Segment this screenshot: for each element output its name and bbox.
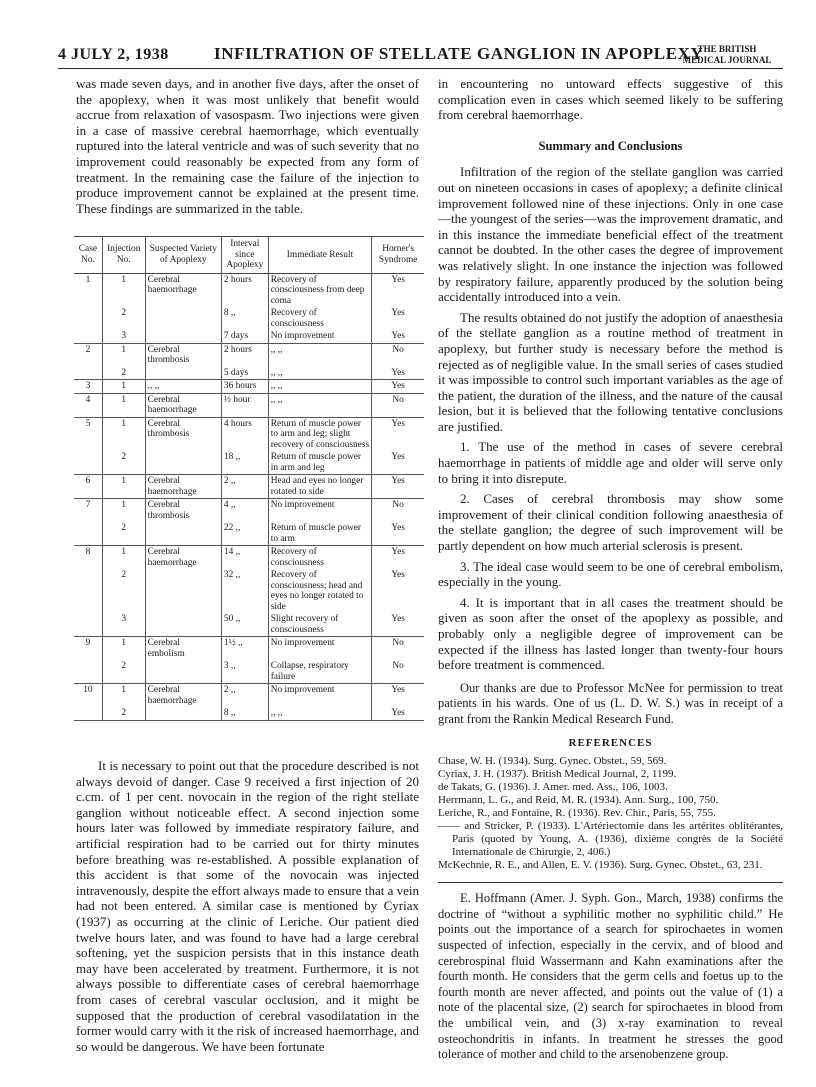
table-cell-inj: 2: [102, 707, 145, 720]
table-cell-horner: Yes: [372, 380, 424, 394]
table-row: [74, 546, 424, 570]
table-cell-interval: 8 ,,: [221, 707, 268, 720]
table-cell-horner: Yes: [372, 569, 424, 613]
table-row: [74, 343, 424, 367]
table-cell-interval: 7 days: [221, 330, 268, 343]
table-cell-case: [74, 307, 102, 330]
conclusion-3: 3. The ideal case would seem to be one of cerebral embolism, especially in the young.: [438, 558, 783, 590]
table-cell-case: 8: [85, 547, 91, 557]
reference-item: Cyriax, J. H. (1937). British Medical Journal, 2, 1199.: [438, 768, 677, 781]
table-row: [74, 660, 424, 684]
table-cell-case: 9: [85, 638, 91, 648]
table-cell-interval: 1½ ,,: [221, 637, 268, 661]
table-cell-horner: Yes: [372, 707, 424, 720]
table-cell-horner: Yes: [372, 417, 424, 451]
table-cell-inj: 1: [102, 343, 145, 367]
table-row: [74, 307, 424, 330]
table-cell-interval: 36 hours: [221, 380, 268, 394]
table-cell-inj: 2: [102, 660, 145, 684]
table-row: [74, 330, 424, 343]
table-cell-interval: 22 ,,: [221, 522, 268, 546]
table-cell-result: Return of muscle power to arm and leg; slight recovery of consciousness: [268, 417, 372, 451]
table-cell-inj: 2: [102, 367, 145, 380]
table-cell-variety: [145, 613, 221, 637]
table-row: [74, 451, 424, 475]
table-cell-horner: Yes: [372, 451, 424, 475]
table-cell-result: Return of muscle power to arm: [268, 522, 372, 546]
table-cell-inj: 1: [102, 637, 145, 661]
table-cell-inj: 1: [102, 546, 145, 570]
table-cell-result: Recovery of consciousness; head and eyes no longer rotated to side: [268, 569, 372, 613]
table-cell-interval: 4 hours: [221, 417, 268, 451]
table-cell-result: Slight recovery of consciousness: [268, 613, 372, 637]
table-cell-result: ,, ,,: [268, 393, 372, 417]
table-cell-interval: 4 ,,: [221, 499, 268, 523]
table-cell-interval: 32 ,,: [221, 569, 268, 613]
table-cell-inj: 1: [102, 475, 145, 499]
reference-item: —— and Stricker, P. (1933). L'Artériectomie dans les artérites oblitérantes, Paris (quoted by Young, A. (1936), dixième congrès de la Société Internationale de Chirurgie, 2, 406.): [438, 820, 783, 859]
table-cell-horner: Yes: [372, 613, 424, 637]
table-cell-result: No improvement: [268, 684, 372, 708]
table-cell-interval: 50 ,,: [221, 613, 268, 637]
table-cell-variety: Cerebral haemorrhage: [145, 273, 221, 307]
journal-line-1: THE BRITISH: [697, 44, 757, 54]
table-cell-case: 10: [83, 685, 93, 695]
table-cell-horner: Yes: [372, 367, 424, 380]
table-cell-horner: No: [372, 393, 424, 417]
reference-item: Herrmann, L. G., and Reid, M. R. (1934). Ann. Surg., 100, 750.: [438, 794, 719, 807]
danger-paragraph: It is necessary to point out that the procedure described is not always devoid of danger. Case 9 received a first injection of 20 c.cm. of 1 per cent. novocain in the region of the right stellate ganglion without noticeable effect. A second injection some hours later was followed by immediate respiratory failure, and artificial respiration had to be carried out for thirty minutes before breathing was re-established. A possible explanation of this accident is that some of the novocain was injected intravenously, despite the effort always made to ensure that a vein had not been entered. A similar case is mentioned by Cyriax (1937) as occurring at the clinic of Leriche. Our patient died twelve hours later, and was found to have had a large cerebral softening, yet the suspicion persists that in this instance death may have been accelerated by treatment. Furthermore, it is not always possible to differentiate cases of cerebral haemorrhage from cases of cerebral vascular occlusion, and it might be supposed that the production of cerebral vasodilatation in the former would carry with it the risk of increased haemorrhage, and so would be dangerous. We have been fortunate: [76, 758, 419, 1054]
left-intro-block: [76, 76, 419, 216]
table-cell-interval: 2 hours: [221, 343, 268, 367]
page-number-date: 4 JULY 2, 1938: [58, 46, 169, 63]
conclusion-4: 4. It is important that in all cases the treatment should be given as soon after the onset of the apoplexy as possible, and probably only a negligible degree of improvement can be expected if the illness has lasted longer than twenty-four hours before treatment is commenced.: [438, 594, 783, 673]
table-cell-result: ,, ,,: [268, 367, 372, 380]
table-cell-variety: Cerebral thrombosis: [145, 499, 221, 523]
table-cell-result: Collapse, respiratory failure: [268, 660, 372, 684]
table-row: [74, 273, 424, 307]
header-case-no: Case No.: [74, 237, 102, 274]
table-cell-interval: 2 ,,: [221, 684, 268, 708]
table-row: [74, 684, 424, 708]
table-cell-horner: Yes: [372, 546, 424, 570]
references-heading: REFERENCES: [568, 736, 653, 749]
table-cell-variety: Cerebral haemorrhage: [145, 475, 221, 499]
summary-paragraph-2: The results obtained do not justify the adoption of anaesthesia of the stellate ganglion as a routine method of treatment in apoplexy, but further study is necessary before the method is rejected as of negligible value. In the small series of cases studied it was impossible to control such important variables as the age of the patient, the duration of the illness, and the nature of the causal lesion, but it is believed that the following tentative conclusions are justified.: [438, 309, 783, 434]
table-row: [74, 367, 424, 380]
acknowledgements: Our thanks are due to Professor McNee for permission to treat patients in his wards. One of us (L. D. W. S.) was in receipt of a grant from the Rankin Medical Research Fund.: [438, 680, 783, 726]
table-cell-case: 5: [85, 418, 91, 429]
table-cell-case: 3: [74, 380, 102, 394]
table-cell-horner: No: [372, 637, 424, 661]
table-row: [74, 637, 424, 661]
table-row: [74, 475, 424, 499]
table-cell-inj: 1: [102, 393, 145, 417]
table-cell-result: No improvement: [268, 330, 372, 343]
reference-item: Chase, W. H. (1934). Surg. Gynec. Obstet., 59, 569.: [438, 755, 667, 768]
table-header-row: [74, 237, 424, 274]
table-cell-horner: Yes: [372, 330, 424, 343]
reference-item: McKechnie, R. E., and Allen, E. V. (1936). Surg. Gynec. Obstet., 63, 231.: [438, 859, 763, 872]
table-cell-interval: 5 days: [221, 367, 268, 380]
table-cell-interval: 2 hours: [221, 273, 268, 307]
table-cell-inj: 1: [102, 273, 145, 307]
table-cell-interval: 18 ,,: [221, 451, 268, 475]
references-list: [438, 755, 783, 872]
table-cell-interval: 3 ,,: [221, 660, 268, 684]
table-cell-variety: Cerebral thrombosis: [145, 343, 221, 367]
header-interval: Interval since Apoplexy: [221, 237, 268, 274]
table-row: [74, 380, 424, 394]
table-cell-inj: 2: [102, 522, 145, 546]
table-cell-inj: 1: [102, 684, 145, 708]
table-cell-horner: Yes: [372, 307, 424, 330]
table-cell-result: Recovery of consciousness from deep coma: [268, 273, 372, 307]
table-row: [74, 569, 424, 613]
table-cell-variety: Cerebral haemorrhage: [145, 684, 221, 708]
table-cell-case: [74, 707, 102, 720]
table-cell-inj: 3: [102, 330, 145, 343]
table-cell-horner: Yes: [372, 475, 424, 499]
table-cell-variety: Cerebral haemorrhage: [145, 393, 221, 417]
table-cell-interval: 8 ,,: [221, 307, 268, 330]
table-cell-result: Head and eyes no longer rotated to side: [268, 475, 372, 499]
table-row: [74, 522, 424, 546]
header-horner: Horner's Syndrome: [372, 237, 424, 274]
table-row: [74, 417, 424, 451]
table-cell-horner: Yes: [372, 684, 424, 708]
table-cell-case: [74, 660, 102, 684]
table-cell-result: ,, ,,: [268, 380, 372, 394]
table-cell-case: [74, 569, 102, 613]
table-cell-interval: ½ hour: [221, 393, 268, 417]
table-cell-horner: Yes: [372, 522, 424, 546]
table-row: [74, 393, 424, 417]
table-cell-variety: Cerebral thrombosis: [145, 417, 221, 451]
table-cell-case: [74, 330, 102, 343]
table-cell-inj: 1: [102, 380, 145, 394]
table-cell-horner: No: [372, 343, 424, 367]
table-cell-case: 1: [85, 274, 91, 285]
journal-name: [672, 44, 782, 66]
summary-paragraph-1: Infiltration of the region of the stellate ganglion was carried out on nineteen occasions in cases of apoplexy; a definite clinical improvement followed nine of these injections. Only in one case—the youngest of the series—was the improvement dramatic, and in this instance the immediate beneficial effect of the treatment cannot be doubted. In the other cases the degree of improvement was relatively slight. In one instance the injection was followed by respiratory failure, apparently produced by the solution being accidentally introduced into a vein.: [438, 164, 783, 305]
table-cell-variety: [145, 451, 221, 475]
header-variety: Suspected Variety of Apoplexy: [145, 237, 221, 274]
summary-heading: Summary and Conclusions: [538, 138, 683, 153]
table-cell-variety: [145, 307, 221, 330]
table-cell-interval: 2 ,,: [221, 475, 268, 499]
table-cell-inj: 2: [102, 451, 145, 475]
table-cell-result: Return of muscle power in arm and leg: [268, 451, 372, 475]
table-cell-variety: [145, 522, 221, 546]
results-table: [74, 236, 424, 721]
table-cell-case: [74, 522, 102, 546]
table-cell-inj: 3: [102, 613, 145, 637]
table-cell-case: 6: [74, 475, 102, 499]
table-row: [74, 613, 424, 637]
table-cell-horner: Yes: [372, 273, 424, 307]
table-cell-inj: 1: [102, 417, 145, 451]
table-cell-case: 2: [85, 344, 91, 355]
table-cell-result: ,, ,,: [268, 343, 372, 367]
table-cell-variety: Cerebral haemorrhage: [145, 546, 221, 570]
conclusion-2: 2. Cases of cerebral thrombosis may show some improvement of their clinical condition following anaesthesia of the stellate ganglion; the degree of such improvement will be partly dependent on how much arterial sclerosis is present.: [438, 491, 783, 554]
conclusion-1: 1. The use of the method in cases of severe cerebral haemorrhage in patients of middle age and older will serve only to bring it into disrepute.: [438, 439, 783, 486]
table-cell-variety: [145, 707, 221, 720]
right-column: [438, 76, 783, 1063]
table-cell-case: [74, 613, 102, 637]
table-cell-variety: [145, 330, 221, 343]
table-cell-variety: [145, 367, 221, 380]
table-cell-result: Recovery of consciousness: [268, 546, 372, 570]
continuation-paragraph: in encountering no untoward effects suggestive of this complication even in cases which seemed likely to be suffering from cerebral haemorrhage.: [438, 76, 783, 123]
journal-line-2: MEDICAL JOURNAL: [682, 55, 772, 65]
table-cell-inj: 2: [102, 569, 145, 613]
header-result: Immediate Result: [268, 237, 372, 274]
header-rule: [58, 68, 783, 69]
left-intro-paragraph: was made seven days, and in another five days, after the onset of the apoplexy, when it was most unlikely that benefit would accrue from relaxation of vasospasm. Two injections were given in a case of massive cerebral haemorrhage, which eventually ruptured into the lateral ventricle and was of such severity that no improvement could reasonably be expected from any form of treatment. In the remaining case the failure of the injection to produce improvement cannot be explained at the present time. These findings are summarized in the table.: [76, 76, 419, 216]
table-cell-case: 7: [85, 500, 91, 510]
table-cell-variety: [145, 569, 221, 613]
header-injection-no: Injection No.: [102, 237, 145, 274]
table-cell-result: ,, ,,: [268, 707, 372, 720]
table-cell-variety: [145, 660, 221, 684]
table-row: [74, 707, 424, 720]
table-cell-result: No improvement: [268, 499, 372, 523]
table-cell-variety: ,, ,,: [145, 380, 221, 394]
table-cell-result: Recovery of consciousness: [268, 307, 372, 330]
table-cell-horner: No: [372, 660, 424, 684]
table-cell-case: 4: [74, 393, 102, 417]
table-cell-interval: 14 ,,: [221, 546, 268, 570]
table-cell-result: No improvement: [268, 637, 372, 661]
left-danger-block: [76, 758, 419, 1054]
table-cell-case: [74, 367, 102, 380]
table-cell-inj: 2: [102, 307, 145, 330]
table-cell-inj: 1: [102, 499, 145, 523]
table-cell-case: [74, 451, 102, 475]
table-cell-variety: Cerebral embolism: [145, 637, 221, 661]
hoffmann-paragraph: E. Hoffmann (Amer. J. Syph. Gon., March, 1938) confirms the doctrine of “without a syphilitic mother no syphilitic child.” He points out the importance of a search for spirochaetes in women suspected of infection, especially in the cervix, and of blood and cerebrospinal fluid Wassermann and Kahn examinations after the fourth month. He considers that the germ cells and foetus up to the fourth month are never affected, and points out the value of (1) a note of the placental size, (2) search for spirochaetes in blood from the umbilical vein, and (3) x-ray examination to reveal osteochondritis in infants. In treatment he stresses the good tolerance of mother and child to the arsenobenzene group.: [438, 891, 783, 1062]
table-cell-horner: No: [372, 499, 424, 523]
reference-item: de Takats, G. (1936). J. Amer. med. Ass., 106, 1003.: [438, 781, 668, 794]
table-row: [74, 499, 424, 523]
reference-item: Leriche, R., and Fontaine, R. (1936). Rev. Chir., Paris, 55, 755.: [438, 807, 716, 820]
running-title: INFILTRATION OF STELLATE GANGLION IN APOPLEXY: [214, 44, 704, 63]
